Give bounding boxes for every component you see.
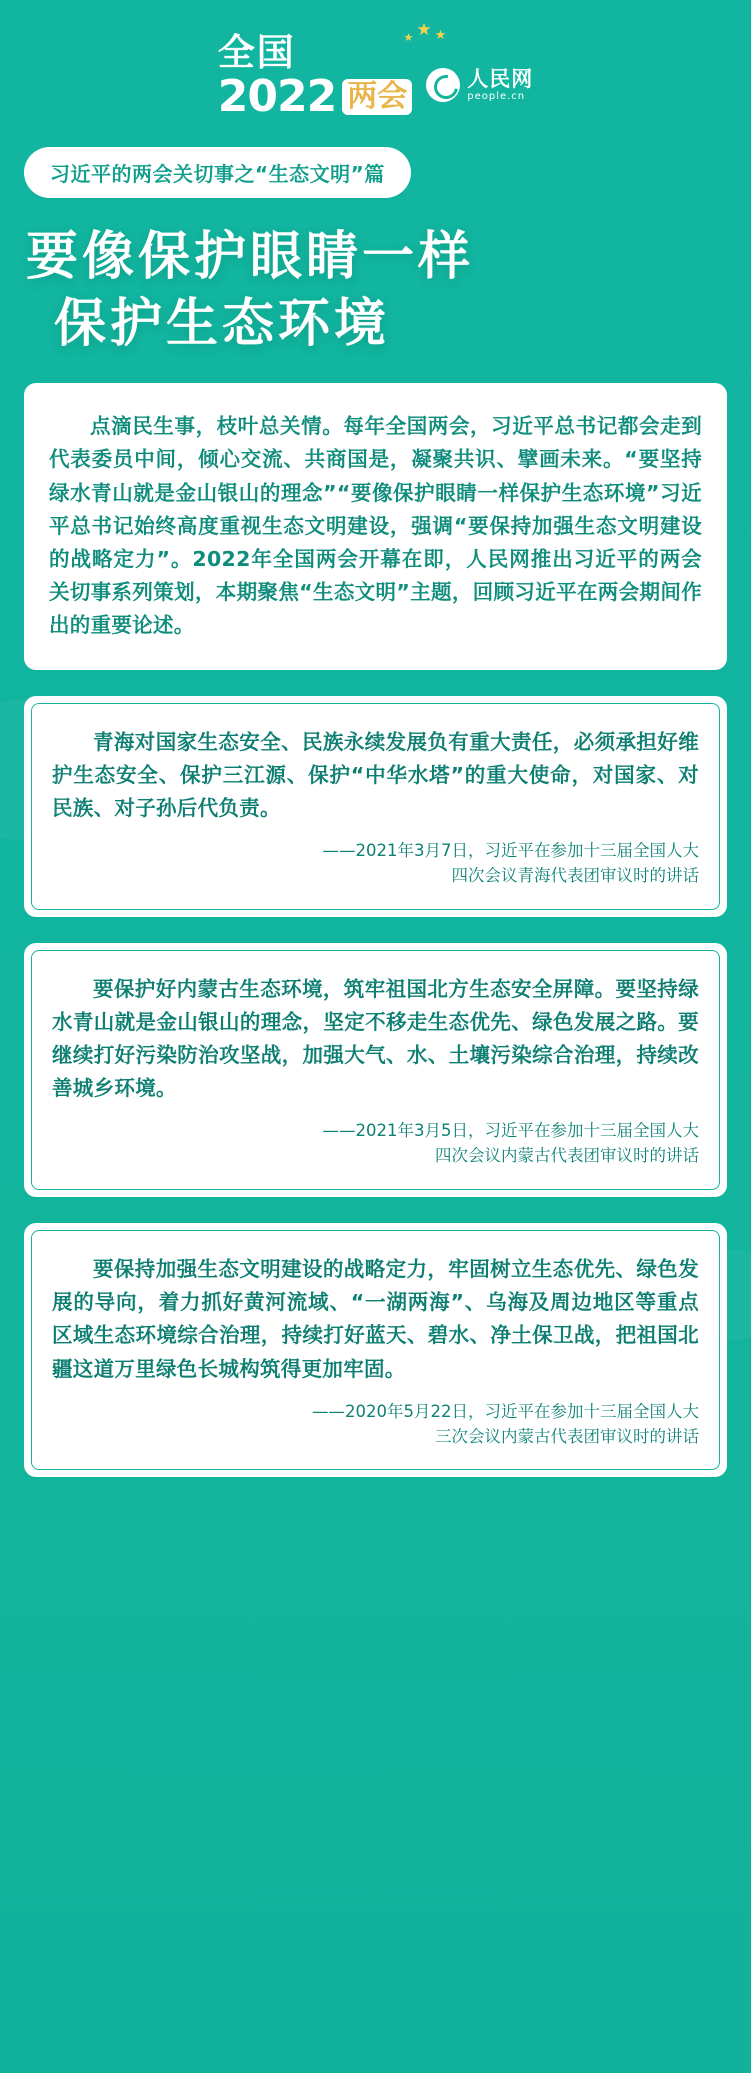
quote-source-line2: 四次会议青海代表团审议时的讲话: [451, 865, 699, 885]
quote-card-inner: [31, 703, 720, 910]
quote-source: [52, 1119, 699, 1169]
page-title-line2: 保护生态环境: [54, 293, 391, 354]
intro-text: 点滴民生事，枝叶总关情。每年全国两会，习近平总书记都会走到代表委员中间，倾心交流、共商国是，凝聚共识、擘画未来。“要坚持绿水青山就是金山银山的理念”“要像保护眼睛一样保护生态环境”习近平总书记始终高度重视生态文明建设，强调“要保持加强生态文明建设的战略定力”。2022年全国两会开幕在即，人民网推出习近平的两会关切事系列策划，本期聚焦“生态文明”主题，回顾习近平在两会期间作出的重要论述。: [49, 414, 702, 638]
star-icon: ★: [403, 31, 414, 44]
stars-decoration: [403, 20, 447, 44]
header: [0, 0, 751, 122]
page-title-line1: 要像保护眼睛一样: [26, 227, 475, 287]
quote-text: 青海对国家生态安全、民族永续发展负有重大责任，必须承担好维护生态安全、保护三江源、保护“中华水塔”的重大使命，对国家、对民族、对子孙后代负责。: [52, 729, 699, 820]
quote-source: [52, 839, 699, 889]
star-icon: ★: [434, 28, 447, 43]
people-logo-cn: 人民网: [467, 67, 534, 92]
people-logo-en: people.cn: [467, 91, 526, 103]
event-name-badge: 两会: [342, 79, 412, 116]
event-year: 2022: [217, 71, 337, 122]
quote-card-inner: [31, 950, 720, 1190]
quote-source-line1: ——2020年5月22日，习近平在参加十三届全国人大: [312, 1401, 699, 1421]
quote-card-inner: [31, 1230, 720, 1470]
quote-card: [24, 696, 727, 917]
quote-card: [24, 943, 727, 1197]
subtitle-row: [24, 147, 727, 198]
quote-source-line1: ——2021年3月7日，习近平在参加十三届全国人大: [322, 841, 699, 861]
quote-source-line2: 三次会议内蒙古代表团审议时的讲话: [435, 1426, 699, 1446]
people-mark-icon: [426, 68, 460, 102]
brand-logo-block: [217, 20, 534, 122]
intro-card-inner: [31, 390, 720, 662]
quote-source: [52, 1400, 699, 1450]
quote-source-line1: ——2021年3月5日，习近平在参加十三届全国人大: [322, 1121, 699, 1141]
quote-text: 要保持加强生态文明建设的战略定力，牢固树立生态优先、绿色发展的导向，着力抓好黄河流域、“一湖两海”、乌海及周边地区等重点区域生态环境综合治理，持续打好蓝天、碧水、净土保卫战，把祖国北疆这道万里绿色长城构筑得更加牢固。: [52, 1256, 699, 1381]
page-title: [26, 224, 725, 357]
quote-card: [24, 1223, 727, 1477]
event-logo: [217, 20, 447, 122]
people-logo-text: [467, 68, 533, 103]
people-cn-logo: [426, 68, 533, 103]
intro-card: [24, 383, 727, 669]
event-logo-line2: [217, 71, 412, 122]
star-icon: ★: [416, 20, 432, 40]
quote-source-line2: 四次会议内蒙古代表团审议时的讲话: [435, 1146, 699, 1166]
series-subtitle: 习近平的两会关切事之“生态文明”篇: [24, 147, 411, 198]
event-logo-line1: 全国: [217, 31, 296, 74]
quote-text: 要保护好内蒙古生态环境，筑牢祖国北方生态安全屏障。要坚持绿水青山就是金山银山的理念，坚定不移走生态优先、绿色发展之路。要继续打好污染防治攻坚战，加强大气、水、土壤污染综合治理，持续改善城乡环境。: [52, 976, 699, 1101]
